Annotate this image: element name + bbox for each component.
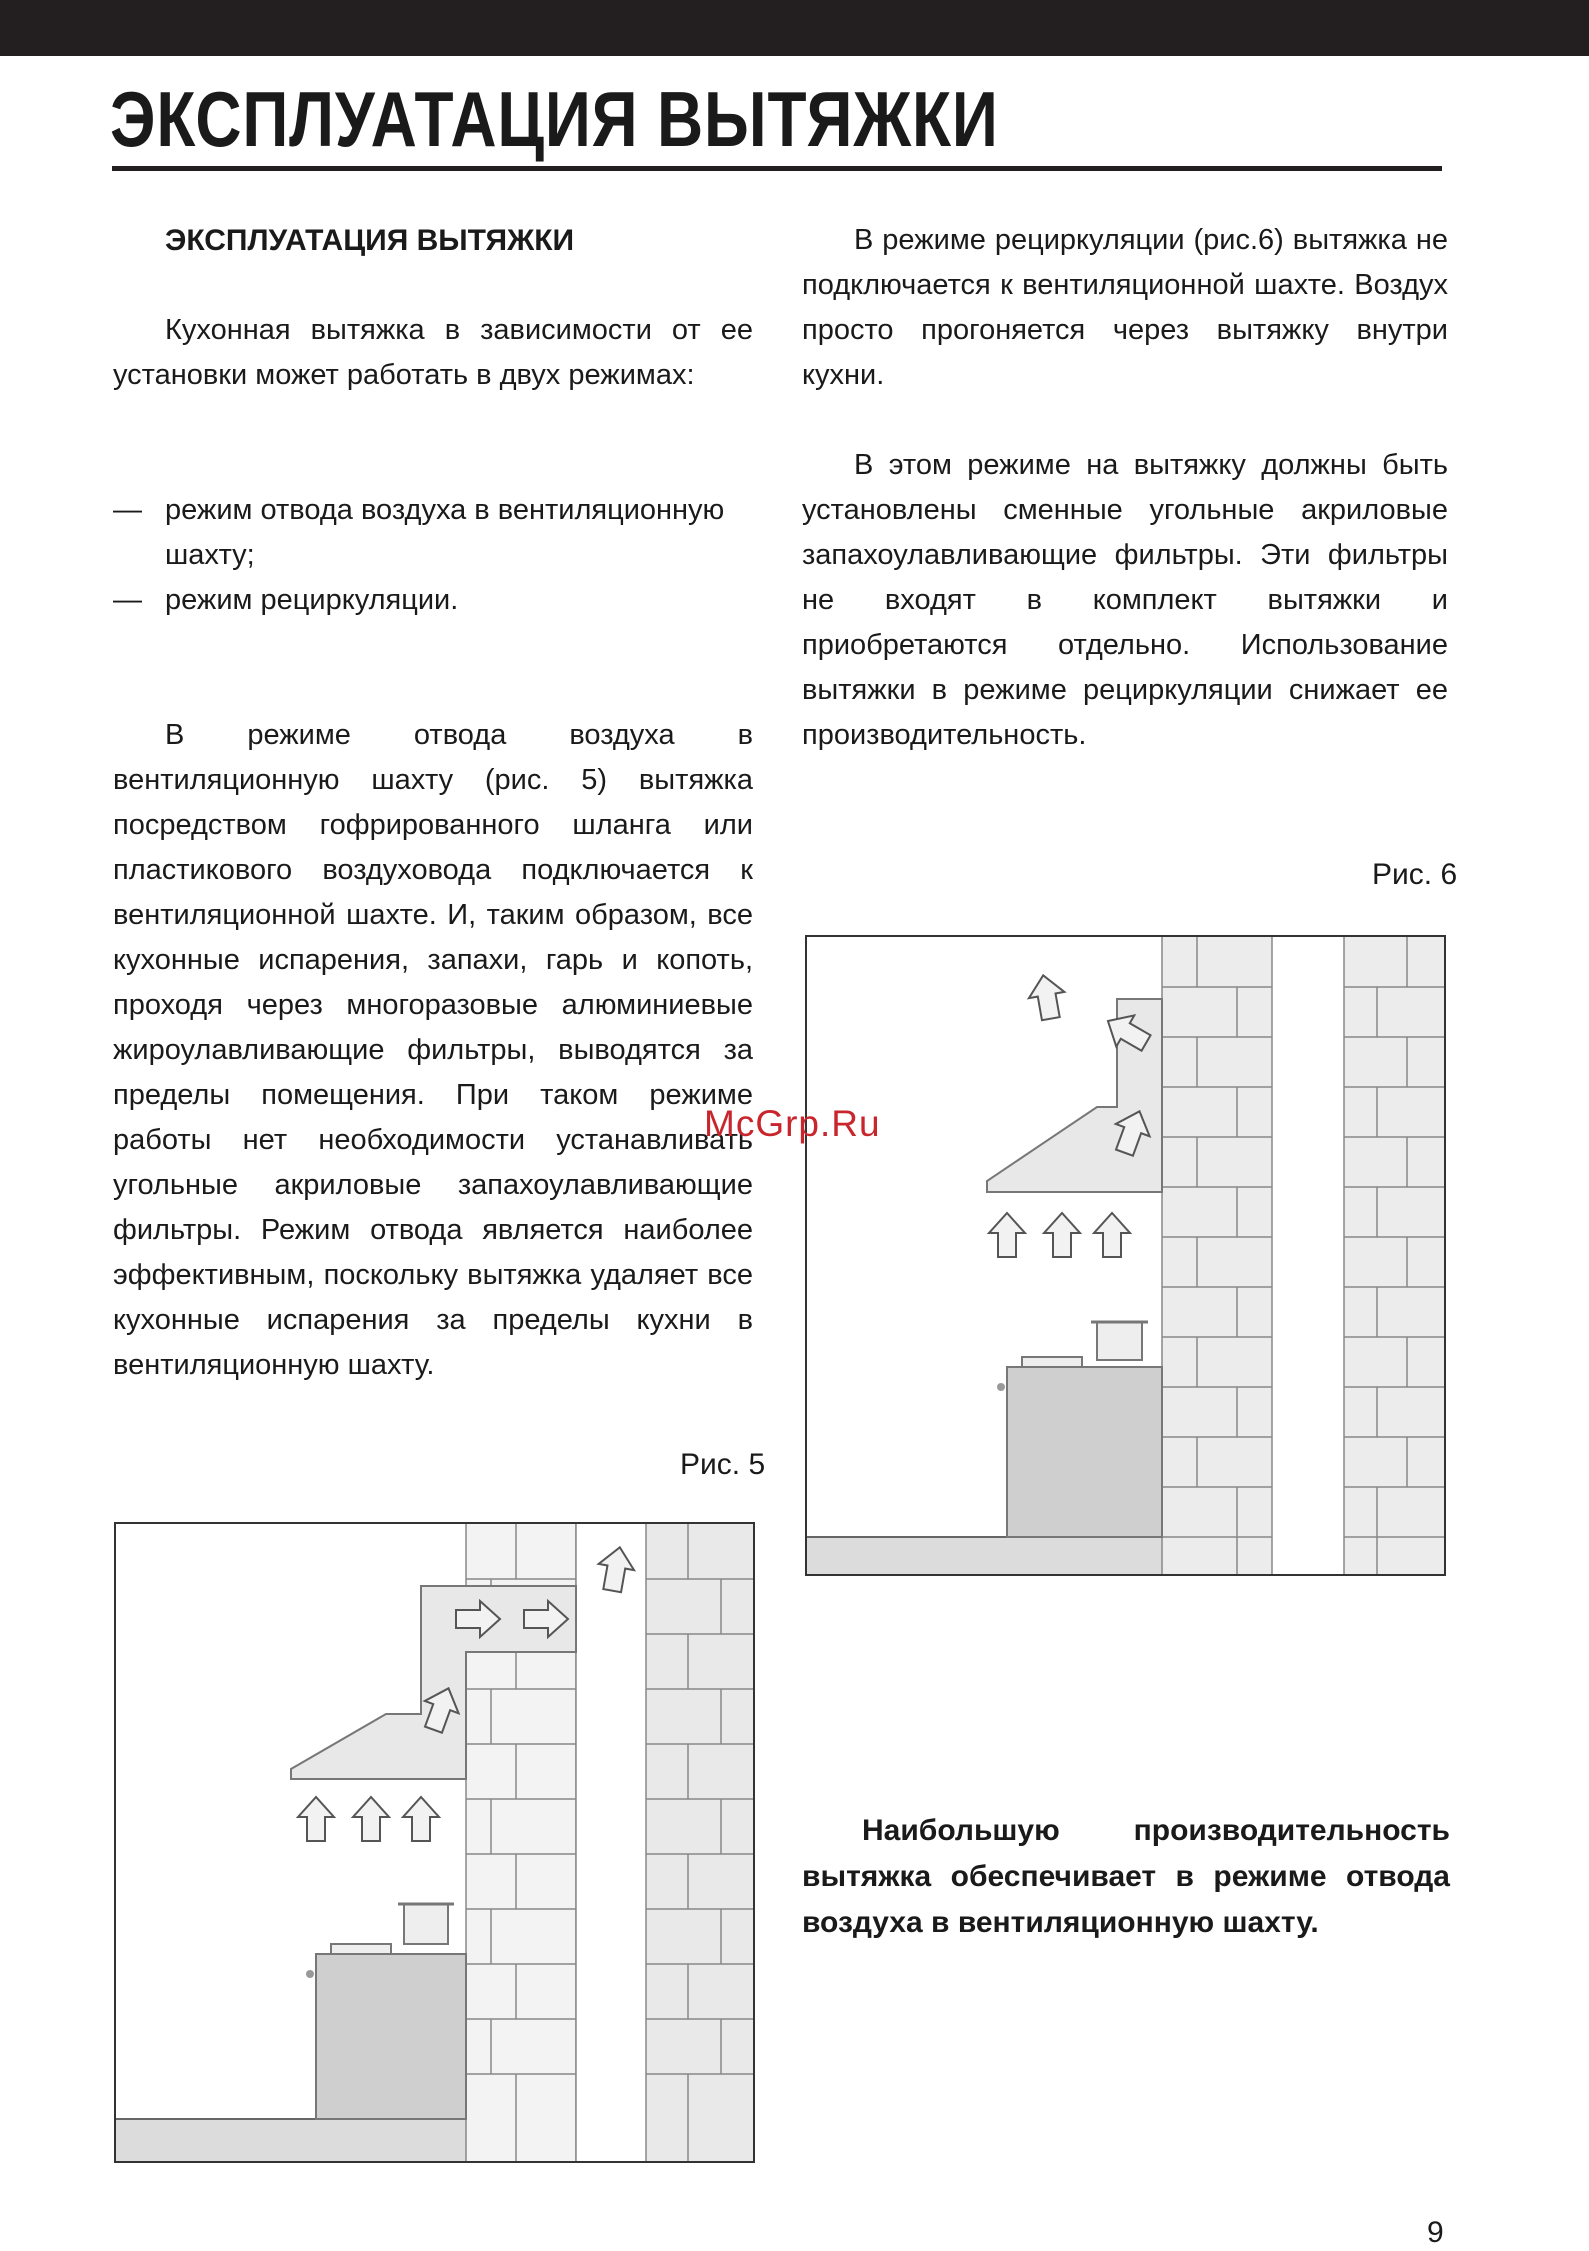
mode-list-item [113, 488, 753, 578]
stove [997, 1322, 1162, 1537]
dash-bullet: — [113, 584, 142, 616]
section-heading: ЭКСПЛУАТАЦИЯ ВЫТЯЖКИ [165, 224, 575, 257]
mode-exhaust: режим отвода воздуха в вентиляционную шахту; [165, 494, 725, 571]
figure-5-label: Рис. 5 [680, 1448, 766, 1481]
filters-paragraph: В этом режиме на вытяжку должны быть установлены сменные угольные акриловые запахоулавливающие фильтры. Эти фильтры не входят в комплект вытяжки и приобретаются отдельно. Использование вытяжки в режиме рециркуляции снижает ее производительность. [802, 449, 1448, 751]
left-column [113, 218, 753, 1388]
recirculation-paragraph: В режиме рециркуляции (рис.6) вытяжка не подключается к вентиляционной шахте. Воздух просто прогоняется через вытяжку внутри кухни. [802, 224, 1448, 391]
title-underline [112, 166, 1442, 171]
mode-list-item [113, 578, 753, 623]
figure-6-recirculation-mode [805, 935, 1446, 1576]
stove [306, 1904, 466, 2119]
top-black-bar [0, 0, 1589, 56]
exhaust-mode-paragraph: В режиме отвода воздуха в вентиляционную шахту (рис. 5) вытяжка посредством гофрированного шланга или пластикового воздуховода подключается к вентиляционной шахте. И, таким образом, все кухонные испарения, запахи, гарь и копоть, проходя через многоразовые алюминиевые жироулавливающие фильтры, выводятся за пределы помещения. При таком режиме работы нет необходимости устанавливать угольные акриловые запахоулавливающие фильтры. Режим отвода является наиболее эффективным, поскольку вытяжка удаляет все кухонные испарения за пределы кухни в вентиляционную шахту. [113, 719, 753, 1381]
page-title: ЭКСПЛУАТАЦИЯ ВЫТЯЖКИ [110, 75, 999, 163]
floor [116, 2119, 466, 2161]
floor [807, 1537, 1162, 1574]
figure-6-label: Рис. 6 [1372, 858, 1458, 891]
conclusion-note: Наибольшую производительность вытяжка обеспечивает в режиме отвода воздуха в вентиляционную шахту. [802, 1814, 1450, 1939]
watermark: McGrp.Ru [704, 1103, 881, 1144]
figure-5-exhaust-mode [114, 1522, 755, 2163]
page-number: 9 [1427, 2216, 1444, 2249]
ventilation-shaft [576, 1524, 646, 2161]
intro-paragraph: Кухонная вытяжка в зависимости от ее установки может работать в двух режимах: [113, 314, 753, 391]
mode-recirculation: режим рециркуляции. [165, 584, 459, 616]
ventilation-shaft [1272, 937, 1344, 1574]
dash-bullet: — [113, 494, 142, 526]
right-column [802, 218, 1448, 758]
